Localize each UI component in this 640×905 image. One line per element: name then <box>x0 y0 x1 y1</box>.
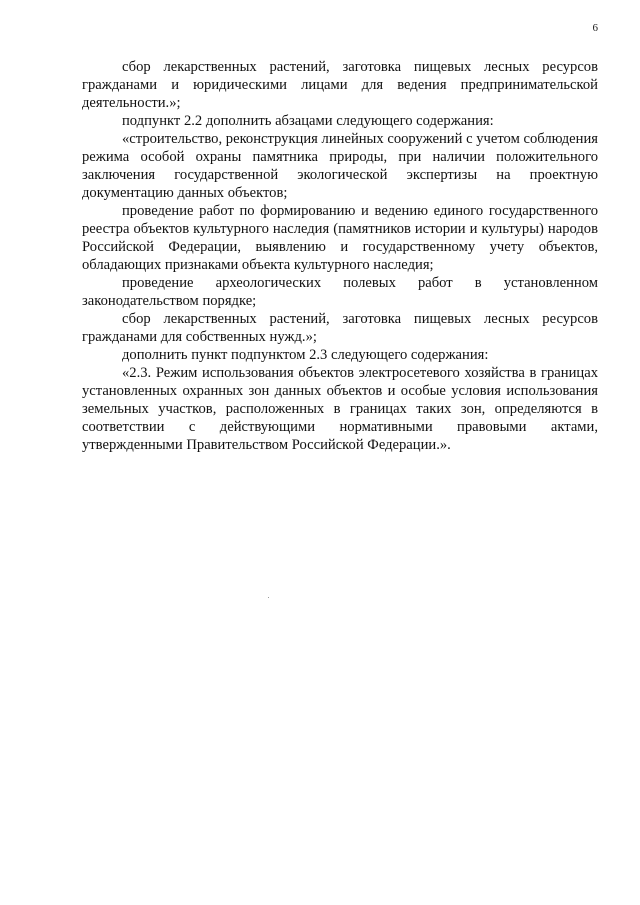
paragraph-3: «строительство, реконструкция линейных сооружений с учетом соблюдения режима особой охраны памятника природы, при наличии положительного заключения государственной экологической экспертизы на проектную документацию данных объектов; <box>82 131 598 201</box>
paragraph-6: сбор лекарственных растений, заготовка пищевых лесных ресурсов гражданами для собственных нужд.»; <box>82 311 598 345</box>
paragraph-7: дополнить пункт подпунктом 2.3 следующего содержания: <box>122 347 489 363</box>
document-body <box>82 58 598 454</box>
paragraph-1: сбор лекарственных растений, заготовка пищевых лесных ресурсов гражданами и юридическими лицами для ведения предпринимательской деятельности.»; <box>82 59 598 111</box>
paragraph-8: «2.3. Режим использования объектов электросетевого хозяйства в границах установленных охранных зон данных объектов и особые условия использования земельных участков, расположенных в границах таких зон, определяются в соответствии с действующими нормативными правовыми актами, утвержденными Правительством Российской Федерации.». <box>82 365 598 453</box>
page-number: 6 <box>592 22 598 34</box>
scan-speck <box>268 597 269 598</box>
paragraph-2: подпункт 2.2 дополнить абзацами следующего содержания: <box>122 113 494 129</box>
paragraph-5: проведение археологических полевых работ в установленном законодательством порядке; <box>82 275 598 309</box>
paragraph-4: проведение работ по формированию и ведению единого государственного реестра объектов культурного наследия (памятников истории и культуры) народов Российской Федерации, выявлению и государственному учету объектов, обладающих признаками объекта культурного наследия; <box>82 203 598 273</box>
